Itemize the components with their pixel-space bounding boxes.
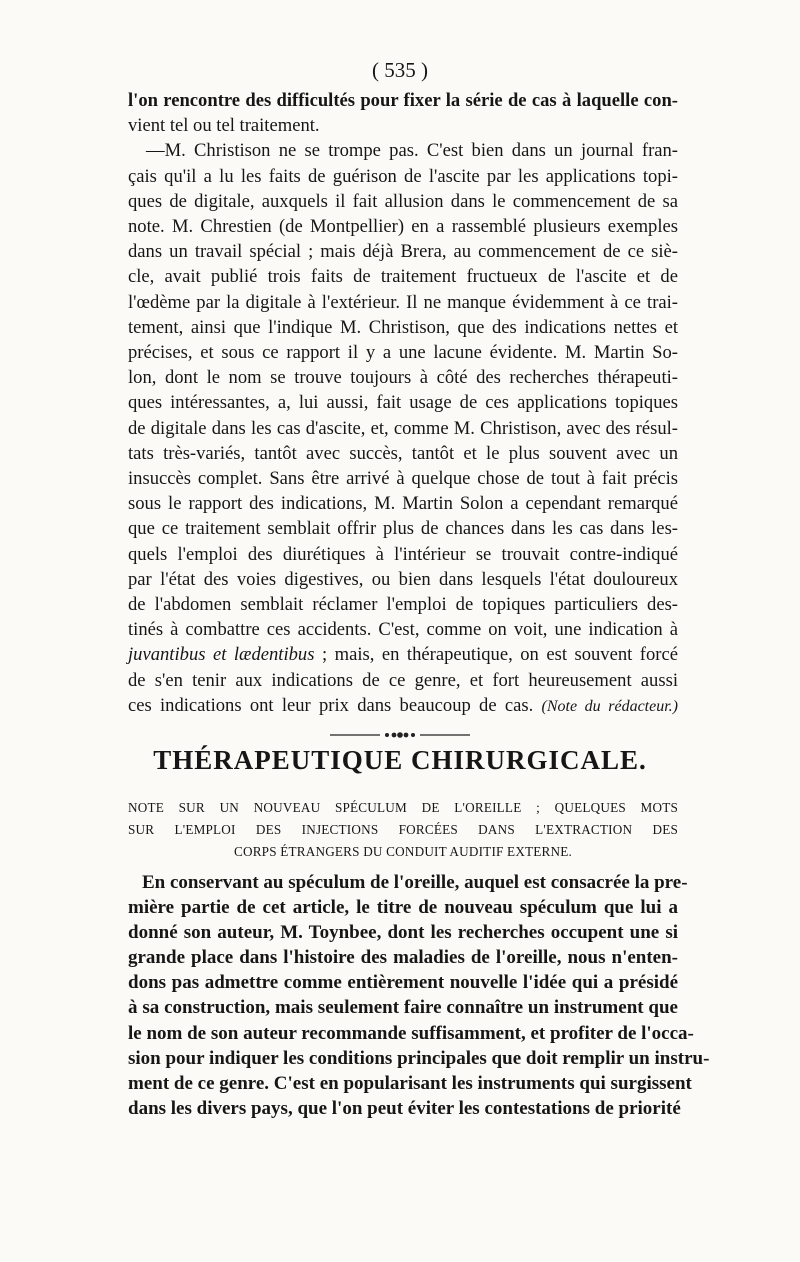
text-line: sous le rapport des indications, M. Martin Solon a cependant remarqué [128,493,678,515]
text-line: quels l'emploi des diurétiques à l'intérieur se trouvait contre-indiqué [128,543,678,565]
text-line: donné son auteur, M. Toynbee, dont les recherches occupent une si [128,922,678,944]
page-number: ( 535 ) [372,58,428,82]
article-subtitle [128,797,678,863]
ornament-divider [330,731,470,739]
text-line: ques intéressantes, a, lui aussi, fait usage de ces applications topiques [128,392,678,414]
subtitle-line: NOTE SUR UN NOUVEAU SPÉCULUM DE L'OREILLE ; QUELQUES MOTS [128,800,678,815]
editor-note-tag: (Note du rédacteur.) [541,697,679,715]
text-fragment: ; mais, en thérapeutique, on est souvent forcé [314,644,678,666]
text-line: —M. Christison ne se trompe pas. C'est bien dans un journal fran- [146,140,678,162]
text-line: vient tel ou tel traitement. [128,115,320,137]
text-line: lon, dont le nom se trouve toujours à côté des recherches thérapeuti- [128,367,678,389]
text-line: de digitale dans les cas d'ascite, et, comme M. Christison, avec des résul- [128,417,678,439]
text-line: à sa construction, mais seulement faire connaître un instrument que [128,997,678,1019]
article-body-text [128,870,710,1121]
text-line: ques de digitale, auxquels il fait allusion dans le commencement de sa [128,190,678,212]
text-line: cle, avait publié trois faits de traitement fructueux de l'ascite et de [128,266,678,288]
text-line: l'œdème par la digitale à l'extérieur. Il ne manque évidemment à ce trai- [128,291,678,313]
section-title: THÉRAPEUTIQUE CHIRURGICALE. [153,745,647,775]
text-line: note. M. Chrestien (de Montpellier) en a rassemblé plusieurs exemples [128,216,678,238]
text-line: que ce traitement semblait offrir plus de chances dans les cas dans les- [128,518,678,540]
text-line: le nom de son auteur recommande suffisamment, et profiter de l'occa- [128,1022,694,1044]
text-line: par l'état des voies digestives, ou bien dans lesquels l'état douloureux [128,568,678,590]
text-line: dans les divers pays, que l'on peut éviter les contestations de priorité [128,1097,681,1119]
text-fragment: ces indications ont leur prix dans beaucoup de cas. [128,694,534,716]
text-line: çais qu'il a lu les faits de guérison de l'ascite par les applications topi- [128,165,678,187]
italic-latin-phrase: juvantibus et lædentibus [128,644,315,666]
text-line: mière partie de cet article, le titre de nouveau spéculum que lui a [128,897,678,919]
text-line: tats très-variés, tantôt avec succès, tantôt et le plus souvent avec un [128,442,678,464]
text-line: tinés à combattre ces accidents. C'est, comme on voit, une indication à [128,619,678,641]
text-line: l'on rencontre des difficultés pour fixer la série de cas à laquelle con- [128,90,678,111]
text-line: grande place dans l'histoire des maladies de l'oreille, nous n'enten- [128,947,678,969]
subtitle-line: SUR L'EMPLOI DES INJECTIONS FORCÉES DANS L'EXTRACTION DES [128,822,678,837]
text-line: tement, ainsi que l'indique M. Christison, que des indications nettes et [128,316,678,338]
text-line: dans un travail spécial ; mais déjà Brera, au commencement de ce siè- [128,241,678,263]
text-line: de l'abdomen semblait réclamer l'emploi de topiques particuliers des- [128,594,678,616]
text-line-italic [128,642,678,667]
text-line-with-note [128,693,678,719]
top-article-text [128,88,678,719]
text-line: précises, et sous ce rapport il y a une lacune évidente. M. Martin So- [128,342,678,364]
text-line: sion pour indiquer les conditions principales que doit remplir un instru- [128,1047,710,1069]
text-line: insuccès complet. Sans être arrivé à quelque chose de tout à fait précis [128,468,678,490]
text-line: de s'en tenir aux indications de ce genre, et fort heureusement aussi [128,669,678,691]
text-line: ment de ce genre. C'est en popularisant les instruments qui surgissent [128,1072,692,1094]
text-line: dons pas admettre comme entièrement nouvelle l'idée qui a présidé [128,972,678,994]
text-line: En conservant au spéculum de l'oreille, auquel est consacrée la pre- [142,872,688,893]
subtitle-line: CORPS ÉTRANGERS DU CONDUIT AUDITIF EXTERNE. [233,844,573,859]
